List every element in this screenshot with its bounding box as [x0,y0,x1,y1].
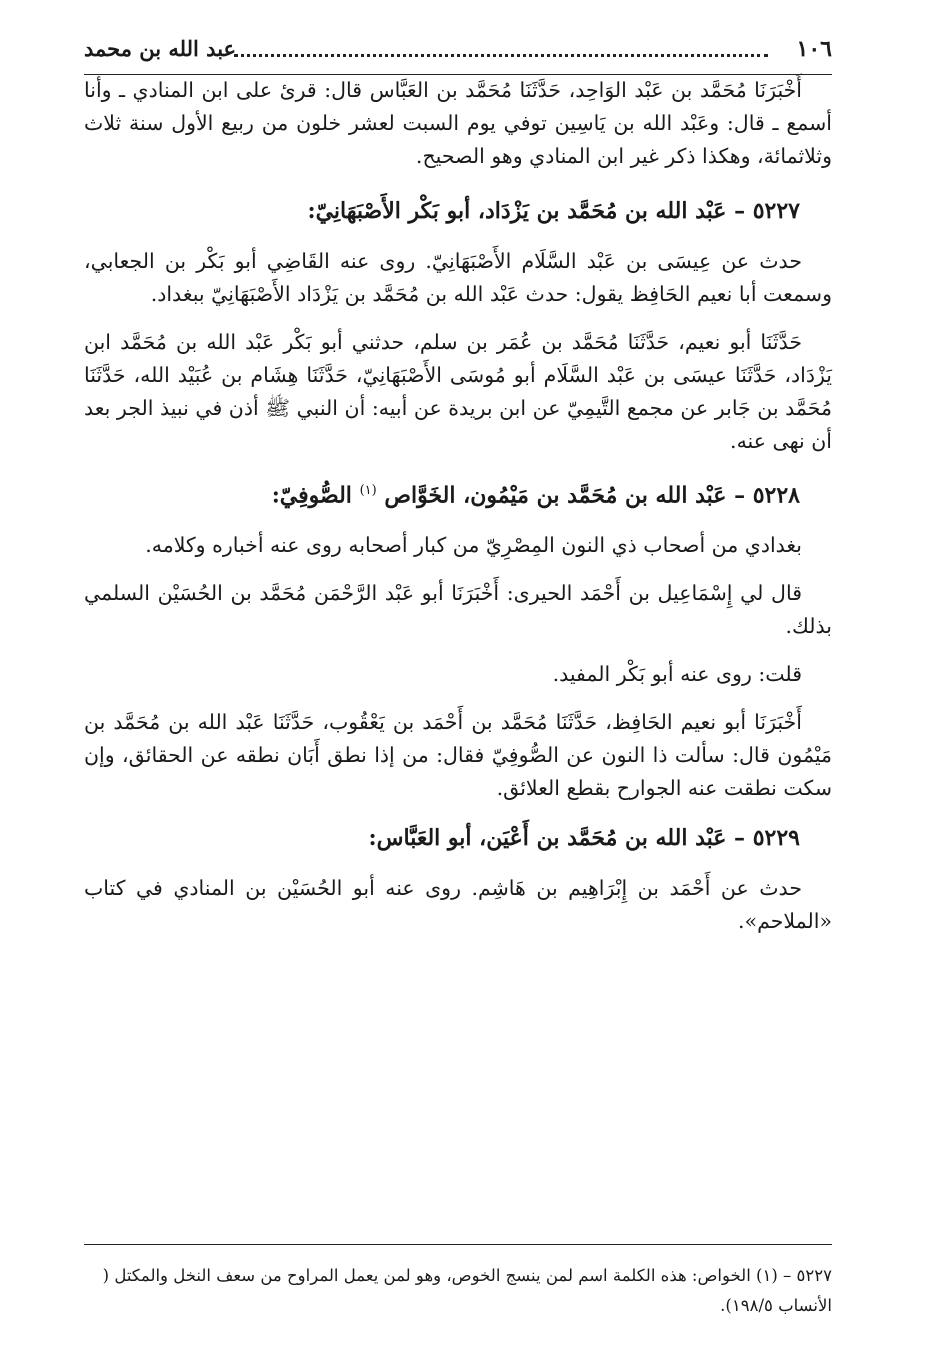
entry-5228-heading-end: الصُّوفِيّ: [271,482,352,509]
entry-5228-heading-text: ٥٢٢٨ – عَبْد الله بن مُحَمَّد بن مَيْمُون، الخَوَّاص [384,482,800,509]
entry-heading-5228 [84,473,832,513]
header-leader-dots [234,54,768,57]
entry-5227-paragraph-1: حدث عن عِيسَى بن عَبْد السَّلَام الأَصْبَهَانِيّ. روى عنه القَاضِي أبو بَكْر بن الجعابي، وسمعت أبا نعيم الحَافِظ يقول: حدث عَبْد الله بن مُحَمَّد بن يَزْدَاد الأَصْبَهَانِيّ ببغداد. [84,249,832,306]
intro-paragraph: أَخْبَرَنَا مُحَمَّد بن عَبْد الوَاحِد، حَدَّثَنَا مُحَمَّد بن العَبَّاس قال: قرئ على ابن المنادي ـ وأنا أسمع ـ قال: وعَبْد الله بن يَاسِين توفي يوم السبت لعشر خلون من ربيع الأول سنة ثلاث وثلاثمائة، وهكذا ذكر غير ابن المنادي وهو الصحيح. [84,78,832,168]
entry-5228-paragraph-3: قلت: روى عنه أبو بَكْر المفيد. [552,662,802,687]
entry-5229-paragraph-1: حدث عن أَحْمَد بن إِبْرَاهِيم بن هَاشِم. روى عنه أبو الحُسَيْن بن المنادي في كتاب «الملاحم». [84,876,832,934]
entry-heading-5227: ٥٢٢٧ – عَبْد الله بن مُحَمَّد بن يَزْدَاد، أبو بَكْر الأَصْبَهَانِيّ: [307,198,800,224]
entry-5228-paragraph-2: قال لي إِسْمَاعِيل بن أَحْمَد الحيرى: أَخْبَرَنَا أبو عَبْد الرَّحْمَن مُحَمَّد بن الحُسَيْن السلمي بذلك. [84,581,832,639]
page-header [84,34,832,75]
entry-5228-paragraph-1: بغدادي من أصحاب ذي النون المِصْرِيّ من كبار أصحابه روى عنه أخباره وكلامه. [145,533,802,558]
entry-5227-paragraph-2: حَدَّثَنَا أبو نعيم، حَدَّثَنَا مُحَمَّد بن عُمَر بن سلم، حدثني أبو بَكْر عَبْد الله بن مُحَمَّد ابن يَزْدَاد، حَدَّثَنَا عيسَى بن عَبْد السَّلَام أبو مُوسَى الأَصْبَهَانِيّ، حَدَّثَنَا هِشَام بن عُبَيْد الله، حَدَّثَنَا مُحَمَّد بن جَابر عن مجمع التَّيمِيّ عن ابن بريدة عن أبيه: أن النبي ﷺ أذن في نبيذ الجر بعد أن نهى عنه. [84,330,832,453]
footnotes [84,1244,832,1321]
entry-5228-paragraph-4: أَخْبَرَنَا أبو نعيم الحَافِظ، حَدَّثَنَا مُحَمَّد بن أَحْمَد بن يَعْقُوب، حَدَّثَنَا عَبْد الله بن مُحَمَّد بن مَيْمُون قال: سألت ذا النون عن الصُّوفِيّ فقال: من إذا نطق أَبَان نطقه عن الحقائق، وإن سكت نطقت عنه الجوارح بقطع العلائق. [84,710,832,801]
main-text [84,74,832,953]
running-title: عبد الله بن محمد [84,36,237,61]
entry-heading-5229: ٥٢٢٩ – عَبْد الله بن مُحَمَّد بن أَعْيَن، أبو العَبَّاس: [368,825,800,852]
page-number: ١٠٦ [796,36,832,62]
footnote-text: ٥٢٢٧ – (١) الخواص: هذه الكلمة اسم لمن ينسج الخوص، وهو لمن يعمل المراوح من سعف النخل والمكتل ( الأنساب ١٩٨/٥). [102,1266,832,1315]
footnote-ref: (١) [359,483,377,498]
